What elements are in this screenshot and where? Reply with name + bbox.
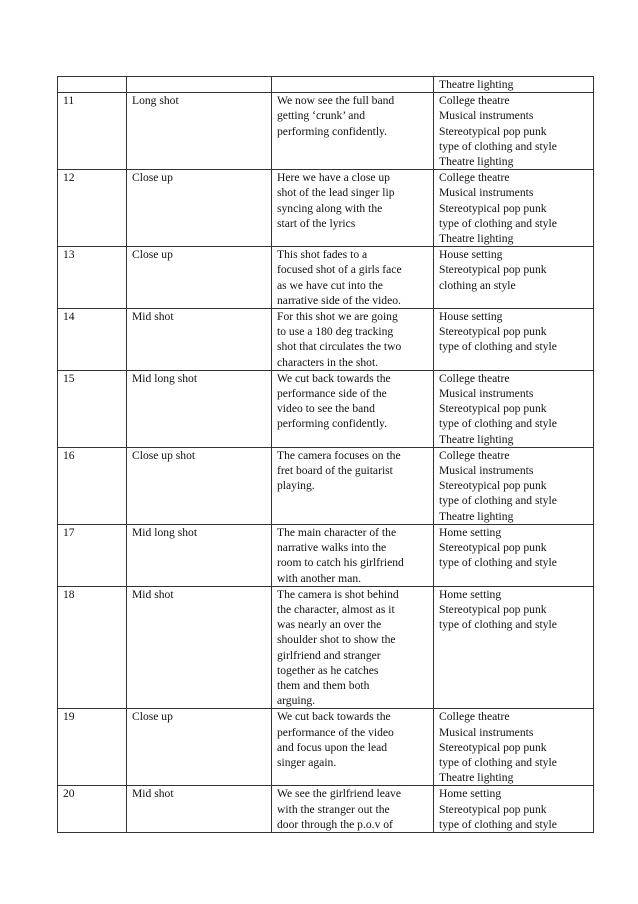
description-line: was nearly an over the: [277, 618, 382, 632]
mise-en-scene-line: College theatre: [439, 371, 510, 385]
shot-description-cell: [272, 586, 434, 709]
description-line: door through the p.o.v of: [277, 817, 393, 831]
shot-description-cell: [272, 93, 434, 170]
mise-en-scene-line: Home setting: [439, 787, 502, 801]
description-line: together as he catches: [277, 663, 379, 677]
mise-en-scene-line: Stereotypical pop punk: [439, 740, 547, 754]
shot-number-cell: 16: [58, 447, 127, 524]
table-row: [58, 586, 594, 709]
description-line: We cut back towards the: [277, 710, 391, 724]
mise-en-scene-line: Theatre lighting: [439, 509, 514, 523]
mise-en-scene-line: clothing an style: [439, 278, 516, 292]
mise-en-scene-cell: [434, 524, 594, 586]
shot-number-cell: 14: [58, 309, 127, 371]
description-line: This shot fades to a: [277, 248, 368, 262]
shot-description-cell: [272, 370, 434, 447]
description-line: room to catch his girlfriend: [277, 556, 404, 570]
description-line: Here we have a close up: [277, 171, 390, 185]
mise-en-scene-line: Musical instruments: [439, 464, 534, 478]
table-row: [58, 370, 594, 447]
mise-en-scene-line: Stereotypical pop punk: [439, 402, 547, 416]
mise-en-scene-line: Musical instruments: [439, 186, 534, 200]
description-line: The main character of the: [277, 525, 397, 539]
description-line: syncing along with the: [277, 201, 383, 215]
description-line: performing confidently.: [277, 417, 387, 431]
shot-number-cell: 12: [58, 170, 127, 247]
mise-en-scene-line: Stereotypical pop punk: [439, 602, 547, 616]
table-row: [58, 170, 594, 247]
description-line: narrative walks into the: [277, 541, 387, 555]
table-row: [58, 93, 594, 170]
shot-description-cell: [272, 247, 434, 309]
mise-en-scene-line: Stereotypical pop punk: [439, 479, 547, 493]
mise-en-scene-line: Musical instruments: [439, 725, 534, 739]
description-line: focused shot of a girls face: [277, 263, 402, 277]
mise-en-scene-line: College theatre: [439, 171, 510, 185]
shot-number-cell: 13: [58, 247, 127, 309]
description-line: We now see the full band: [277, 94, 395, 108]
description-line: For this shot we are going: [277, 310, 398, 324]
mise-en-scene-line: Theatre lighting: [439, 155, 514, 169]
description-line: the character, almost as it: [277, 602, 395, 616]
mise-en-scene-line: Musical instruments: [439, 387, 534, 401]
description-line: as we have cut into the: [277, 278, 383, 292]
table-row: [58, 524, 594, 586]
mise-en-scene-cell: [434, 170, 594, 247]
shot-description-cell: [272, 786, 434, 833]
mise-en-scene-line: Stereotypical pop punk: [439, 201, 547, 215]
shot-type-cell: Close up shot: [127, 447, 272, 524]
mise-en-scene-cell: [434, 586, 594, 709]
mise-en-scene-line: Theatre lighting: [439, 432, 514, 446]
description-line: start of the lyrics: [277, 216, 356, 230]
shot-list-body: [58, 77, 594, 833]
mise-en-scene-line: Stereotypical pop punk: [439, 541, 547, 555]
mise-en-scene-cell: [434, 447, 594, 524]
shot-type-cell: Close up: [127, 170, 272, 247]
table-row: [58, 77, 594, 93]
mise-en-scene-cell: [434, 93, 594, 170]
description-line: shoulder shot to show the: [277, 633, 396, 647]
table-row: [58, 247, 594, 309]
shot-description-cell: [272, 170, 434, 247]
description-line: We see the girlfriend leave: [277, 787, 401, 801]
description-line: fret board of the guitarist: [277, 464, 393, 478]
mise-en-scene-line: House setting: [439, 248, 503, 262]
mise-en-scene-line: Stereotypical pop punk: [439, 263, 547, 277]
shot-description-cell: [272, 309, 434, 371]
shot-description-cell: [272, 447, 434, 524]
mise-en-scene-line: Theatre lighting: [439, 78, 514, 91]
mise-en-scene-line: College theatre: [439, 94, 510, 108]
table-row: [58, 786, 594, 833]
description-line: shot that circulates the two: [277, 340, 402, 354]
table-row: [58, 709, 594, 786]
shot-number-cell: 18: [58, 586, 127, 709]
mise-en-scene-cell: [434, 309, 594, 371]
shot-number-cell: 19: [58, 709, 127, 786]
mise-en-scene-line: Theatre lighting: [439, 771, 514, 785]
shot-type-cell: Mid shot: [127, 786, 272, 833]
mise-en-scene-line: Theatre lighting: [439, 232, 514, 246]
description-line: performance side of the: [277, 387, 387, 401]
shot-number-cell: [58, 77, 127, 93]
shot-type-cell: Mid long shot: [127, 370, 272, 447]
shot-number-cell: 11: [58, 93, 127, 170]
shot-description-cell: [272, 709, 434, 786]
description-line: with the stranger out the: [277, 802, 390, 816]
description-line: We cut back towards the: [277, 371, 391, 385]
shot-type-cell: Mid long shot: [127, 524, 272, 586]
description-line: with another man.: [277, 571, 362, 585]
description-line: and focus upon the lead: [277, 740, 388, 754]
description-line: getting ‘crunk’ and: [277, 109, 365, 123]
mise-en-scene-cell: [434, 709, 594, 786]
description-line: The camera is shot behind: [277, 587, 399, 601]
shot-description-cell: [272, 524, 434, 586]
mise-en-scene-line: type of clothing and style: [439, 216, 557, 230]
mise-en-scene-line: type of clothing and style: [439, 417, 557, 431]
table-row: [58, 309, 594, 371]
mise-en-scene-line: type of clothing and style: [439, 556, 557, 570]
mise-en-scene-cell: [434, 370, 594, 447]
mise-en-scene-cell: [434, 77, 594, 93]
mise-en-scene-line: Musical instruments: [439, 109, 534, 123]
shot-list-table: [57, 76, 594, 833]
shot-type-cell: Close up: [127, 709, 272, 786]
shot-type-cell: [127, 77, 272, 93]
mise-en-scene-line: College theatre: [439, 710, 510, 724]
mise-en-scene-line: type of clothing and style: [439, 340, 557, 354]
shot-number-cell: 15: [58, 370, 127, 447]
mise-en-scene-cell: [434, 247, 594, 309]
shot-number-cell: 20: [58, 786, 127, 833]
mise-en-scene-line: type of clothing and style: [439, 139, 557, 153]
mise-en-scene-line: type of clothing and style: [439, 494, 557, 508]
description-line: playing.: [277, 479, 315, 493]
shot-type-cell: Close up: [127, 247, 272, 309]
mise-en-scene-line: Stereotypical pop punk: [439, 124, 547, 138]
description-line: The camera focuses on the: [277, 448, 401, 462]
mise-en-scene-line: College theatre: [439, 448, 510, 462]
mise-en-scene-line: Home setting: [439, 525, 502, 539]
description-line: arguing.: [277, 694, 316, 708]
mise-en-scene-line: type of clothing and style: [439, 755, 557, 769]
description-line: shot of the lead singer lip: [277, 186, 395, 200]
shot-description-cell: [272, 77, 434, 93]
shot-type-cell: Long shot: [127, 93, 272, 170]
description-line: girlfriend and stranger: [277, 648, 381, 662]
description-line: narrative side of the video.: [277, 293, 401, 307]
description-line: singer again.: [277, 755, 337, 769]
description-line: video to see the band: [277, 402, 375, 416]
mise-en-scene-line: Home setting: [439, 587, 502, 601]
table-row: [58, 447, 594, 524]
description-line: performing confidently.: [277, 124, 387, 138]
shot-number-cell: 17: [58, 524, 127, 586]
description-line: to use a 180 deg tracking: [277, 325, 394, 339]
mise-en-scene-line: House setting: [439, 310, 503, 324]
description-line: characters in the shot.: [277, 355, 379, 369]
shot-type-cell: Mid shot: [127, 309, 272, 371]
mise-en-scene-line: Stereotypical pop punk: [439, 325, 547, 339]
mise-en-scene-line: type of clothing and style: [439, 618, 557, 632]
mise-en-scene-line: type of clothing and style: [439, 817, 557, 831]
shot-type-cell: Mid shot: [127, 586, 272, 709]
mise-en-scene-cell: [434, 786, 594, 833]
mise-en-scene-line: Stereotypical pop punk: [439, 802, 547, 816]
description-line: performance of the video: [277, 725, 394, 739]
description-line: them and them both: [277, 678, 370, 692]
